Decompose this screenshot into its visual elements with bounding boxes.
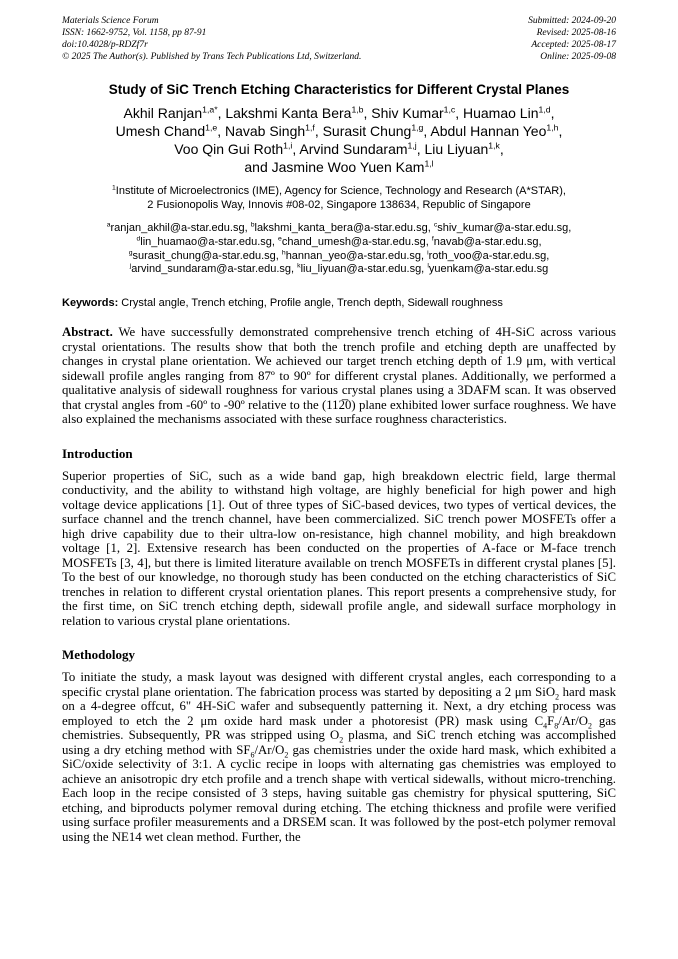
- author-line-2: Umesh Chand$^{1,e}$, Navab Singh$^{1,f}$, Surasit Chung$^{1,g}$, Abdul Hannan Yeo$^{1,h}$,: [115, 122, 563, 139]
- journal-doi: doi:10.4028/p-RDZf7r: [62, 39, 148, 50]
- paper-title: Study of SiC Trench Etching Characteristics for Different Crystal Planes: [108, 81, 570, 97]
- introduction-paragraph: Superior properties of SiC, such as a wide band gap, high breakdown electric field, large thermal conductivity, and the ability to withstand high voltage, are highly beneficial for high power and high voltage device applications [1]. Out of three types of SiC-based devices, two types of vertical devices, the surface channel and the trench channel, have been commercialized. SiC trench power MOSFETs offer a high drive capability due to their ultra-low on-resistance, high channel mobility, and high breakdown voltage [1, 2]. Extensive research has been conducted on the properties of A-face or M-face trench MOSFETs [3, 4], but there is limited literature available on trench MOSFETs in different crystal planes [5]. To the best of our knowledge, no thorough study has been conducted on the etching characteristics of SiC trenches in relation to different crystal orientation planes. This report presents a comprehensive study, for the first time, on SiC trench etching depth, sidewall profile angle, and sidewall surface morphology in relation to various crystal plane orientations.: [62, 468, 616, 628]
- email-line-1: $^a$ranjan_akhil@a-star.edu.sg, $^b$lakshmi_kanta_bera@a-star.edu.sg, $^c$shiv_kumar@a-star.edu.sg,: [106, 221, 572, 235]
- author-line-3: Voo Qin Gui Roth$^{1,i}$, Arvind Sundaram$^{1,j}$, Liu Liyuan$^{1,k}$,: [174, 140, 504, 157]
- affiliation: [62, 185, 616, 213]
- section-heading-introduction: Introduction: [62, 445, 133, 461]
- journal-name: Materials Science Forum: [62, 16, 159, 26]
- author-list: [62, 104, 616, 177]
- date-revised: Revised: 2025-08-16: [536, 27, 616, 38]
- journal-info: [62, 16, 361, 64]
- date-online: Online: 2025-09-08: [540, 51, 616, 62]
- journal-copyright: © 2025 The Author(s). Published by Trans Tech Publications Ltd, Switzerland.: [62, 51, 362, 62]
- email-line-2: $^d$lin_huamao@a-star.edu.sg, $^e$chand_umesh@a-star.edu.sg, $^f$navab@a-star.edu.sg,: [136, 235, 542, 248]
- date-submitted: Submitted: 2024-09-20: [528, 16, 616, 26]
- abstract-paragraph: Abstract. We have successfully demonstrated comprehensive trench etching of 4H-SiC across various crystal orientations. The results show that both the trench profile and etching depth are unaffected by changes in crystal plane orientation. We achieved our target trench etching depth of 1.9 μm, with vertical sidewall profile angles ranging from 87º to 90º for different crystal planes. Additionally, we performed a qualitative analysis of sidewall roughness for various crystal planes using a 3DAFM scan. It was observed that crystal angles from -60º to -90º relative to the (112̅0) plane exhibited lower surface roughness. We have also explained the mechanisms associated with these surface roughness characteristics.: [62, 325, 616, 427]
- affiliation-line-2: 2 Fusionopolis Way, Innovis #08-02, Singapore 138634, Republic of Singapore: [147, 199, 531, 212]
- journal-header: [62, 16, 616, 64]
- journal-issn-volume: ISSN: 1662-9752, Vol. 1158, pp 87-91: [62, 27, 207, 38]
- keywords-line: Keywords: Crystal angle, Trench etching, Profile angle, Trench depth, Sidewall roughness: [62, 297, 503, 310]
- submission-dates: [528, 16, 616, 64]
- affiliation-line-1: $^1$Institute of Microelectronics (IME), Agency for Science, Technology and Research (A*STAR),: [112, 184, 566, 198]
- section-heading-methodology: Methodology: [62, 647, 135, 663]
- author-emails: [62, 222, 616, 277]
- email-line-3: $^g$surasit_chung@a-star.edu.sg, $^h$hannan_yeo@a-star.edu.sg, $^i$roth_voo@a-star.edu.sg,: [128, 249, 550, 262]
- date-accepted: Accepted: 2025-08-17: [531, 39, 616, 50]
- methodology-paragraph: To initiate the study, a mask layout was designed with different crystal angles, each corresponding to a specific crystal plane orientation. The fabrication process was started by depositing a 2 μm SiO$_2$ hard mask on a 4-degree offcut, 6" 4H-SiC wafer and subsequently patterning it. Next, a dry etching process was employed to etch the 2 μm oxide hard mask under a photoresist (PR) mask using $C_4F_8/Ar/O_2$ gas chemistries. Subsequently, PR was stripped using $O_2$ plasma, and SiC trench etching was accomplished using a dry etching method with $SF_6/Ar/O_2$ gas chemistries under the oxide hard mask, which exhibited a SiC/oxide selectivity of 3:1. A cyclic recipe in loops with alternating gas chemistries was employed to achieve an anisotropic dry etch profile and a trench shape with vertical sidewalls, without micro-trenching. Each loop in the recipe consisted of 3 steps, having suitable gas chemistry for physical sputtering, SiC etching, and biproducts polymer removal during etching. The etching thickness and profile were verified using surface profiler measurements and a DRSEM scan. It was followed by the post-etch polymer removal using the NE14 wet clean method. Further, the: [62, 670, 616, 844]
- author-line-1: Akhil Ranjan$^{1,a*}$, Lakshmi Kanta Bera$^{1,b}$, Shiv Kumar$^{1,c}$, Huamao Lin$^{1,d}$,: [123, 103, 555, 121]
- email-line-4: $^j$arvind_sundaram@a-star.edu.sg, $^k$liu_liyuan@a-star.edu.sg, $^l$yuenkam@a-star.edu.sg: [129, 262, 549, 276]
- author-line-4: and Jasmine Woo Yuen Kam$^{1,l}$: [244, 158, 434, 176]
